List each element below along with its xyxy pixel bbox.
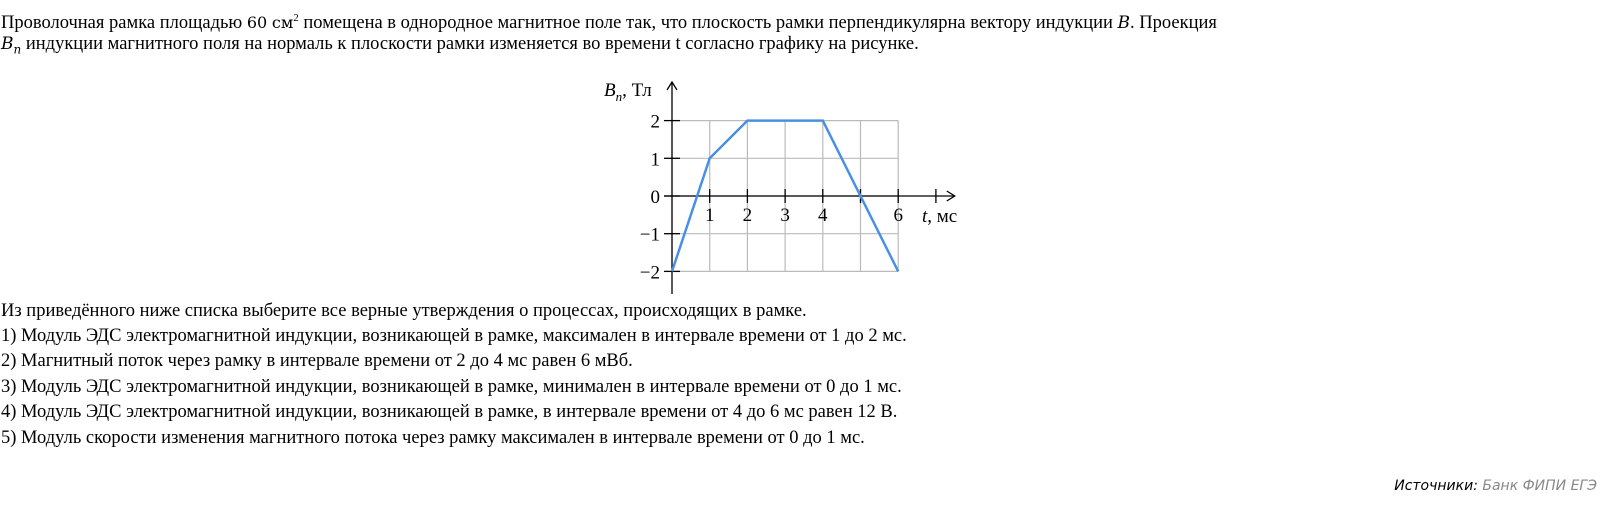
x-tick-label: 2 <box>742 205 753 226</box>
x-tick-label: 6 <box>893 205 903 226</box>
area-unit: см <box>271 13 294 33</box>
y-axis-label: $B_n$, Тл <box>604 80 652 104</box>
y-tick-label: −2 <box>639 262 660 284</box>
y-tick-label: −1 <box>639 224 660 246</box>
y-tick-label: 2 <box>650 111 660 133</box>
y-tick-label: 0 <box>650 187 660 208</box>
bn-subscript: n <box>13 42 22 57</box>
area-exponent: 2 <box>293 12 299 24</box>
vector-b: B <box>1117 13 1131 34</box>
option-3: 3) Модуль ЭДС электромагнитной индукции, возникающей в рамке, минимален в интервале времени от 0 до 1 мс. <box>1 377 902 397</box>
source-label: Источники: <box>1394 478 1478 494</box>
text: . Проекция <box>1130 13 1217 34</box>
area-value: 60 <box>246 13 268 33</box>
y-tick-label: 1 <box>650 149 660 171</box>
bn-vs-time-chart <box>590 70 970 300</box>
question-text: Из приведённого ниже списка выберите все верные утверждения о процессах, происходящих в рамке. <box>1 301 807 321</box>
option-1: 1) Модуль ЭДС электромагнитной индукции, возникающей в рамке, максимален в интервале времени от 1 до 2 мс. <box>1 326 907 346</box>
bn-symbol: B <box>1 34 14 54</box>
text: индукции магнитного поля на нормаль к плоскости рамки изменяется во времени t согласно графику на рисунке. <box>21 34 919 54</box>
x-tick-label: 1 <box>704 205 715 226</box>
option-2: 2) Магнитный поток через рамку в интервале времени от 2 до 4 мс равен 6 мВб. <box>1 351 633 371</box>
ticks <box>640 112 903 284</box>
x-tick-label: 3 <box>780 205 790 226</box>
text: помещена в однородное магнитное поле так, что плоскость рамки перпендикулярна вектору индукции <box>298 13 1118 34</box>
x-tick-label: 4 <box>818 205 828 226</box>
option-5: 5) Модуль скорости изменения магнитного потока через рамку максимален в интервале времени от 0 до 1 мс. <box>1 428 865 448</box>
problem-line-2 <box>1 32 919 62</box>
axes <box>664 82 958 294</box>
text: Проволочная рамка площадью <box>1 13 247 34</box>
problem-line-1 <box>1 6 1217 35</box>
source-credit <box>1394 478 1597 494</box>
source-value: Банк ФИПИ ЕГЭ <box>1482 478 1597 494</box>
x-axis-label: t, мс <box>922 206 958 227</box>
option-4: 4) Модуль ЭДС электромагнитной индукции, возникающей в рамке, в интервале времени от 4 до 6 мс равен 12 В. <box>1 402 898 422</box>
